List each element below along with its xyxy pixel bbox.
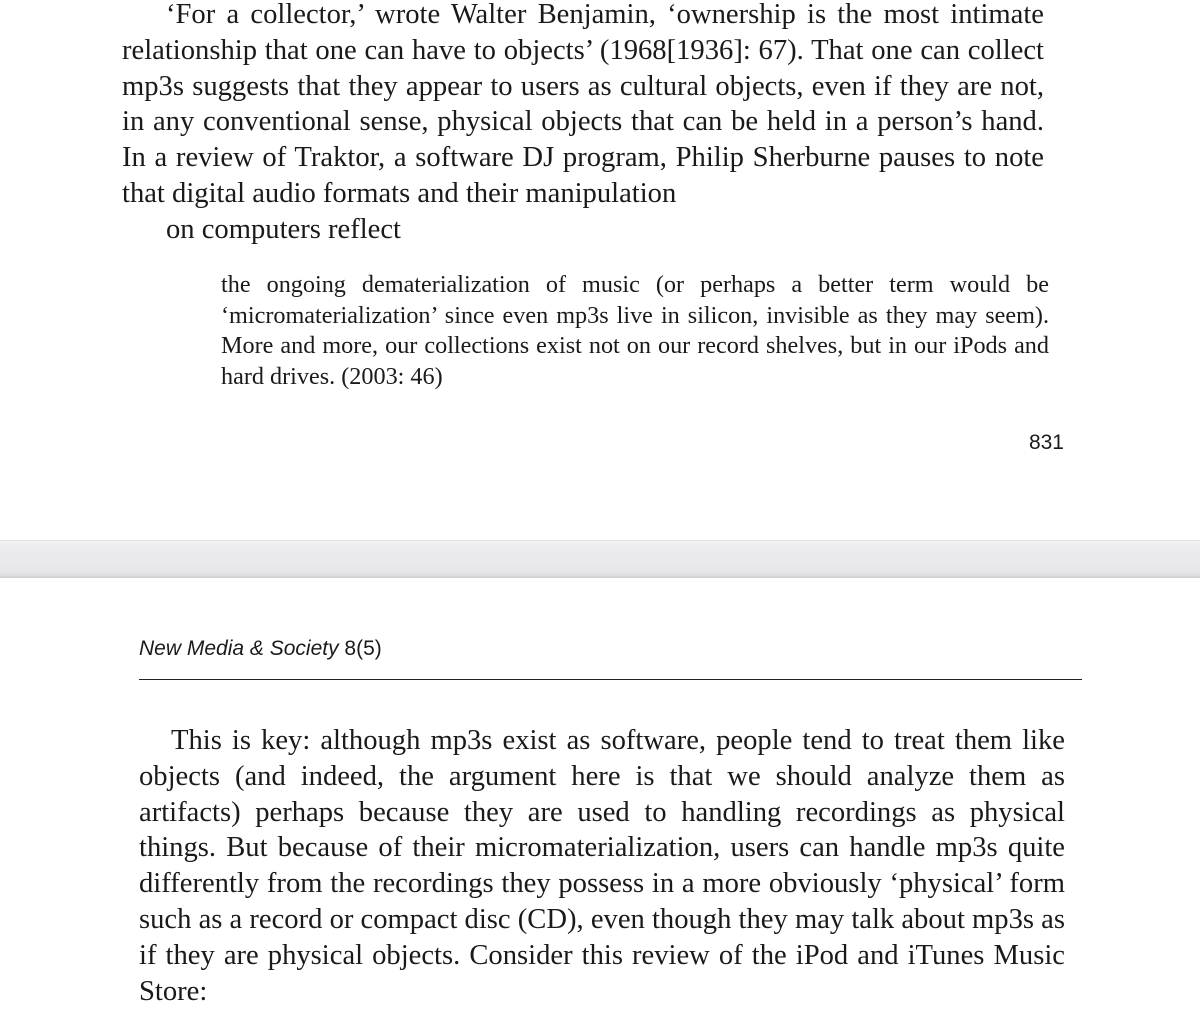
header-rule xyxy=(139,679,1082,680)
paragraph-text: ‘For a collector,’ wrote Walter Benjamin, ‘ownership is the most intimate relationship that one can have to objects’ (1968[1936]: 67). That one can collect mp3s suggests that they appear to users as cultural objects, even if they are not, in any conventional sense, physical objects that can be held in a person’s hand. In a review of Traktor, a software DJ program, Philip Sherburne pauses to note that digital audio formats and their manipulation xyxy=(122,0,1044,209)
page-number: 831 xyxy=(1028,431,1064,454)
journal-issue: 8(5) xyxy=(338,637,382,660)
body-paragraph xyxy=(139,723,1065,1009)
paragraph-last-line: on computers reflect xyxy=(166,213,402,245)
paragraph-text: This is key: although mp3s exist as software, people tend to treat them like objects (and indeed, the argument here is that we should analyze them as artifacts) perhaps because they are used to handling recordings as physical things. But because of their micromaterialization, users can handle mp3s quite differently from the recordings they possess in a more obviously ‘physical’ form such as a record or compact disc (CD), even though they may talk about mp3s as if they are physical objects. Consider this review of xyxy=(139,725,1065,971)
page-separator xyxy=(0,540,1200,578)
page-832 xyxy=(0,578,1200,1014)
paragraph-last-line: the iPod and iTunes Music Store: xyxy=(139,939,1065,1007)
running-head xyxy=(139,637,382,661)
body-paragraph xyxy=(122,0,1044,248)
block-quote: the ongoing dematerialization of music (or perhaps a better term would be ‘micromaterialization’ since even mp3s live in silicon, invisible as they may seem). More and more, our collections exist not on our record shelves, but in our iPods and hard drives. (2003: 46) xyxy=(221,271,1049,390)
journal-title: New Media & Society xyxy=(139,637,339,660)
